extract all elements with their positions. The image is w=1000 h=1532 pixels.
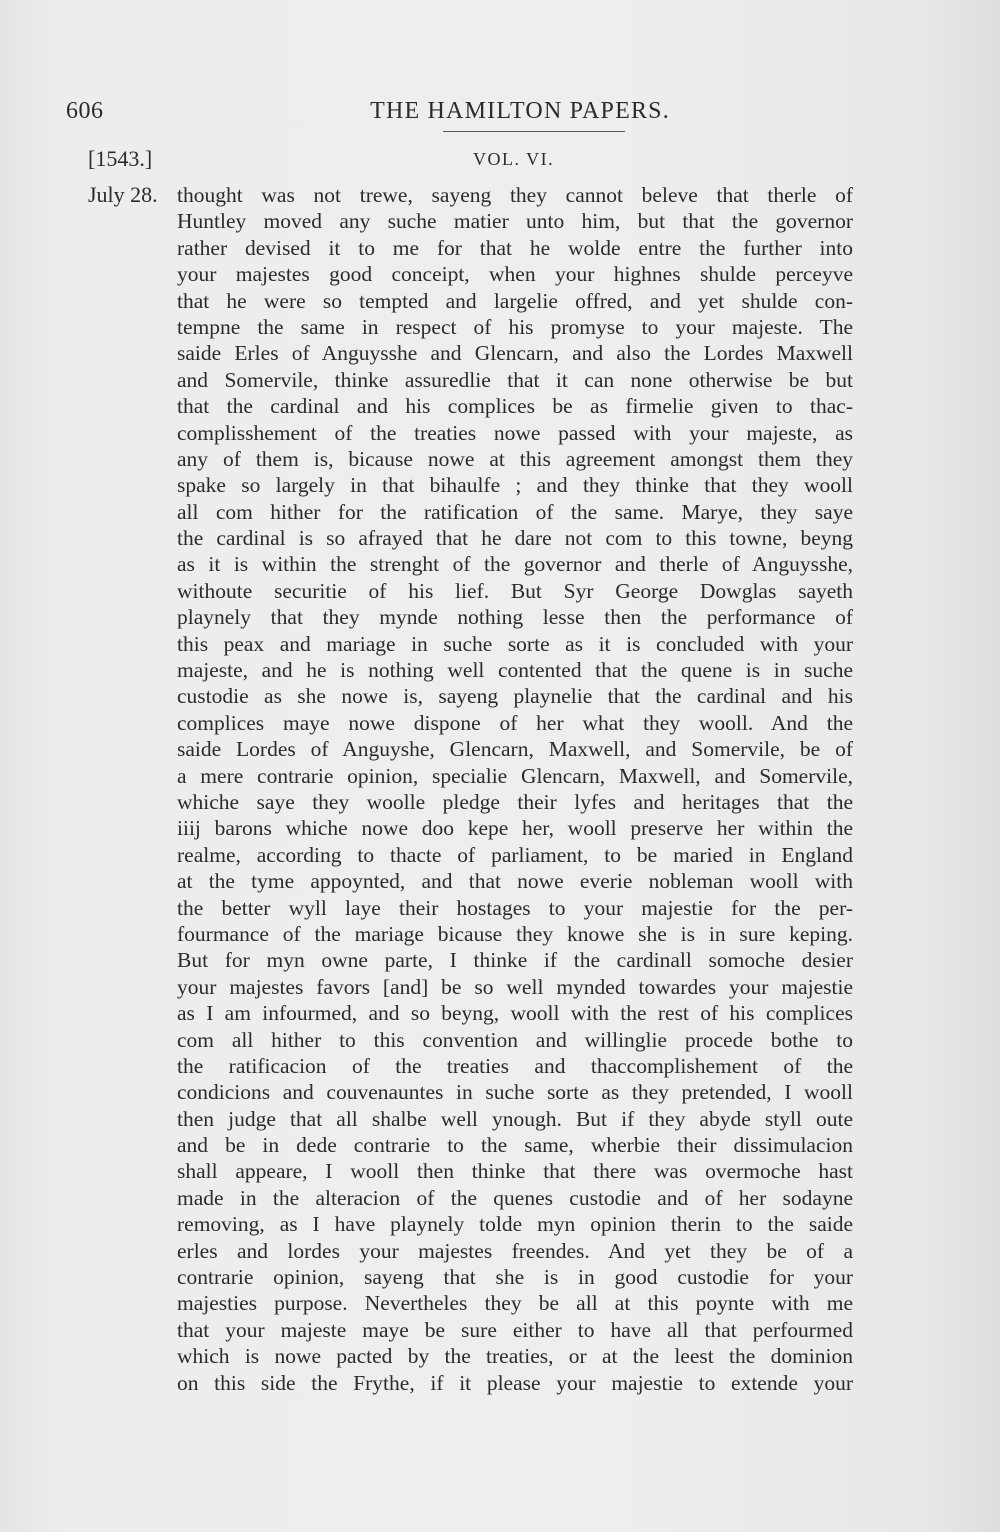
year-marker: [1543.] [88,146,153,171]
text-line: saide Lordes of Anguyshe, Glencarn, Maxwell, and Somervile, be of [177,737,853,762]
text-line: as I am infourmed, and so beyng, wooll with the rest of his complices [177,1001,853,1026]
text-line: playnely that they mynde nothing lesse then the performance of [177,605,853,630]
text-line: on this side the Frythe, if it please your majestie to extende your [177,1370,853,1395]
volume-label: VOL. VI. [473,149,555,169]
text-line: that the cardinal and his complices be as firmelie given to thac- [177,394,853,419]
running-title: THE HAMILTON PAPERS. [370,98,670,124]
text-line: com all hither to this convention and willinglie procede bothe to [177,1027,853,1052]
text-line: contrarie opinion, sayeng that she is in good custodie for your [177,1265,853,1290]
text-line: condicions and couvenauntes in suche sorte as they pretended, I wooll [177,1080,853,1105]
text-line: then judge that all shalbe well ynough. But if they abyde styll oute [177,1106,853,1131]
page-number: 606 [66,98,104,124]
text-line: tempne the same in respect of his promyse to your majeste. The [177,314,853,339]
text-line: But for myn owne parte, I thinke if the cardinall somoche desier [177,948,853,973]
text-line: withoute securitie of his lief. But Syr George Dowglas sayeth [177,578,853,603]
text-line: at the tyme appoynted, and that nowe everie nobleman wooll with [177,869,853,894]
text-line: shall appeare, I wooll then thinke that there was overmoche hast [177,1159,853,1184]
text-line: fourmance of the mariage bicause they knowe she is in sure keping. [177,921,853,946]
body-text [177,182,853,1396]
text-line: majeste, and he is nothing well contented that the quene is in suche [177,658,853,683]
text-line: that your majeste maye be sure either to have all that perfourmed [177,1317,853,1342]
text-line: and Somervile, thinke assuredlie that it can none otherwise be but [177,367,853,392]
text-line: this peax and mariage in suche sorte as it is concluded with your [177,631,853,656]
text-line: the ratificacion of the treaties and thaccomplishement of the [177,1053,853,1078]
text-line: rather devised it to me for that he wolde entre the further into [177,235,853,260]
text-line: custodie as she nowe is, sayeng playnelie that the cardinal and his [177,684,853,709]
text-line: made in the alteracion of the quenes custodie and of her sodayne [177,1185,853,1210]
text-line: erles and lordes your majestes freendes. And yet they be of a [177,1238,853,1263]
text-line: the better wyll laye their hostages to your majestie for the per- [177,895,853,920]
text-line: spake so largely in that bihaulfe ; and they thinke that they wooll [177,473,853,498]
text-line: that he were so tempted and largelie offred, and yet shulde con- [177,288,853,313]
text-line: all com hither for the ratification of the same. Marye, they saye [177,499,853,524]
text-line: and be in dede contrarie to the same, wherbie their dissimulacion [177,1133,853,1158]
title-rule [443,131,625,132]
text-line: any of them is, bicause nowe at this agreement amongst them they [177,446,853,471]
text-line: Huntley moved any suche matier unto him, but that the governor [177,209,853,234]
text-line: your majestes favors [and] be so well mynded towardes your majestie [177,974,853,999]
text-line: your majestes good conceipt, when your highnes shulde perceyve [177,262,853,287]
text-line: a mere contrarie opinion, specialie Glencarn, Maxwell, and Somervile, [177,763,853,788]
text-line: complices maye nowe dispone of her what they wooll. And the [177,710,853,735]
text-line: as it is within the strenght of the governor and therle of Anguysshe, [177,552,853,577]
text-line: the cardinal is so afrayed that he dare not com to this towne, beyng [177,526,853,551]
text-line: complisshement of the treaties nowe passed with your majeste, as [177,420,853,445]
text-line: majesties purpose. Nevertheles they be all at this poynte with me [177,1291,853,1316]
text-line: removing, as I have playnely tolde myn opinion therin to the saide [177,1212,853,1237]
margin-date: July 28. [88,182,158,207]
text-line: whiche saye they woolle pledge their lyfes and heritages that the [177,789,853,814]
text-line: realme, according to thacte of parliament, to be maried in England [177,842,853,867]
text-line: saide Erles of Anguysshe and Glencarn, and also the Lordes Maxwell [177,341,853,366]
text-line: which is nowe pacted by the treaties, or at the leest the dominion [177,1344,853,1369]
text-line: iiij barons whiche nowe doo kepe her, wooll preserve her within the [177,816,853,841]
text-line: thought was not trewe, sayeng they cannot beleve that therle of [177,183,853,207]
